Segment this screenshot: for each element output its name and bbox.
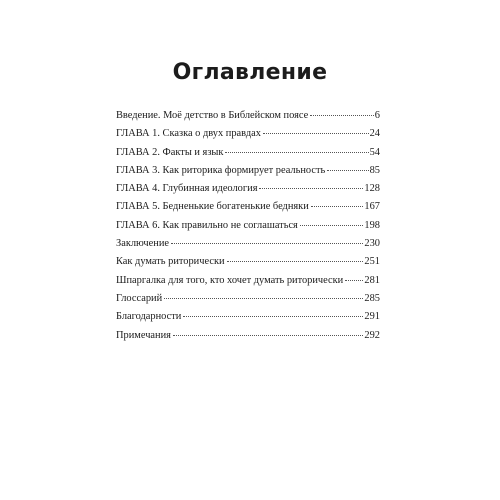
dot-leader bbox=[311, 206, 364, 207]
toc-entry-chapter-2[interactable] bbox=[116, 147, 380, 165]
dot-leader bbox=[300, 225, 364, 226]
toc-entry-page-number: 198 bbox=[364, 219, 380, 231]
dot-leader bbox=[164, 298, 363, 299]
toc-entry-label: ГЛАВА 1. Сказка о двух правдах bbox=[116, 128, 261, 140]
toc-entry-label: Как думать риторически bbox=[116, 256, 225, 268]
toc-entry-label: ГЛАВА 3. Как риторика формирует реальность bbox=[116, 164, 326, 176]
toc-entry-glossary[interactable] bbox=[116, 293, 380, 311]
toc-entry-chapter-3[interactable] bbox=[116, 165, 380, 183]
toc-entry-label: Примечания bbox=[116, 329, 171, 341]
toc-entry-acknowledgements[interactable] bbox=[116, 311, 380, 329]
page-title: Оглавление bbox=[172, 60, 328, 85]
toc-entry-chapter-1[interactable] bbox=[116, 128, 380, 146]
toc-entry-label: ГЛАВА 6. Как правильно не соглашаться bbox=[116, 219, 298, 231]
dot-leader bbox=[259, 188, 363, 189]
toc-entry-page-number: 6 bbox=[374, 110, 380, 121]
dot-leader bbox=[183, 316, 363, 317]
toc-entry-chapter-5[interactable] bbox=[116, 201, 380, 219]
toc-entry-page-number: 167 bbox=[364, 201, 380, 213]
toc-entry-cheat-sheet[interactable] bbox=[116, 275, 380, 293]
toc-entry-page-number: 85 bbox=[369, 164, 380, 176]
dot-leader bbox=[227, 261, 364, 262]
toc-entry-introduction[interactable] bbox=[116, 110, 380, 128]
toc-entry-label: ГЛАВА 2. Факты и язык bbox=[116, 146, 224, 158]
toc-entry-label: Благодарности bbox=[116, 311, 182, 323]
toc-entry-chapter-4[interactable] bbox=[116, 183, 380, 201]
toc-entry-page-number: 281 bbox=[364, 274, 380, 286]
dot-leader bbox=[225, 152, 368, 153]
toc-entry-chapter-6[interactable] bbox=[116, 220, 380, 238]
toc-entry-label: Введение. Моё детство в Библейском поясе bbox=[116, 110, 309, 121]
dot-leader bbox=[173, 335, 363, 336]
dot-leader bbox=[263, 133, 369, 134]
dot-leader bbox=[327, 170, 368, 171]
toc-entry-page-number: 291 bbox=[364, 311, 380, 323]
toc-entry-page-number: 54 bbox=[369, 146, 380, 158]
toc-entry-label: ГЛАВА 5. Бедненькие богатенькие бедняки bbox=[116, 201, 309, 213]
toc-entry-page-number: 251 bbox=[364, 256, 380, 268]
toc-entry-page-number: 24 bbox=[369, 128, 380, 140]
table-of-contents bbox=[116, 110, 380, 348]
toc-entry-conclusion[interactable] bbox=[116, 238, 380, 256]
toc-entry-label: Шпаргалка для того, кто хочет думать риторически bbox=[116, 274, 344, 286]
toc-entry-label: Заключение bbox=[116, 238, 169, 250]
toc-entry-page-number: 292 bbox=[364, 329, 380, 341]
toc-entry-page-number: 285 bbox=[364, 292, 380, 304]
toc-entry-label: ГЛАВА 4. Глубинная идеология bbox=[116, 183, 258, 195]
dot-leader bbox=[310, 115, 374, 116]
toc-entry-how-to-think[interactable] bbox=[116, 256, 380, 274]
dot-leader bbox=[345, 280, 363, 281]
toc-entry-page-number: 128 bbox=[364, 183, 380, 195]
toc-entry-label: Глоссарий bbox=[116, 292, 163, 304]
toc-entry-notes[interactable] bbox=[116, 330, 380, 348]
dot-leader bbox=[171, 243, 363, 244]
toc-entry-page-number: 230 bbox=[364, 238, 380, 250]
